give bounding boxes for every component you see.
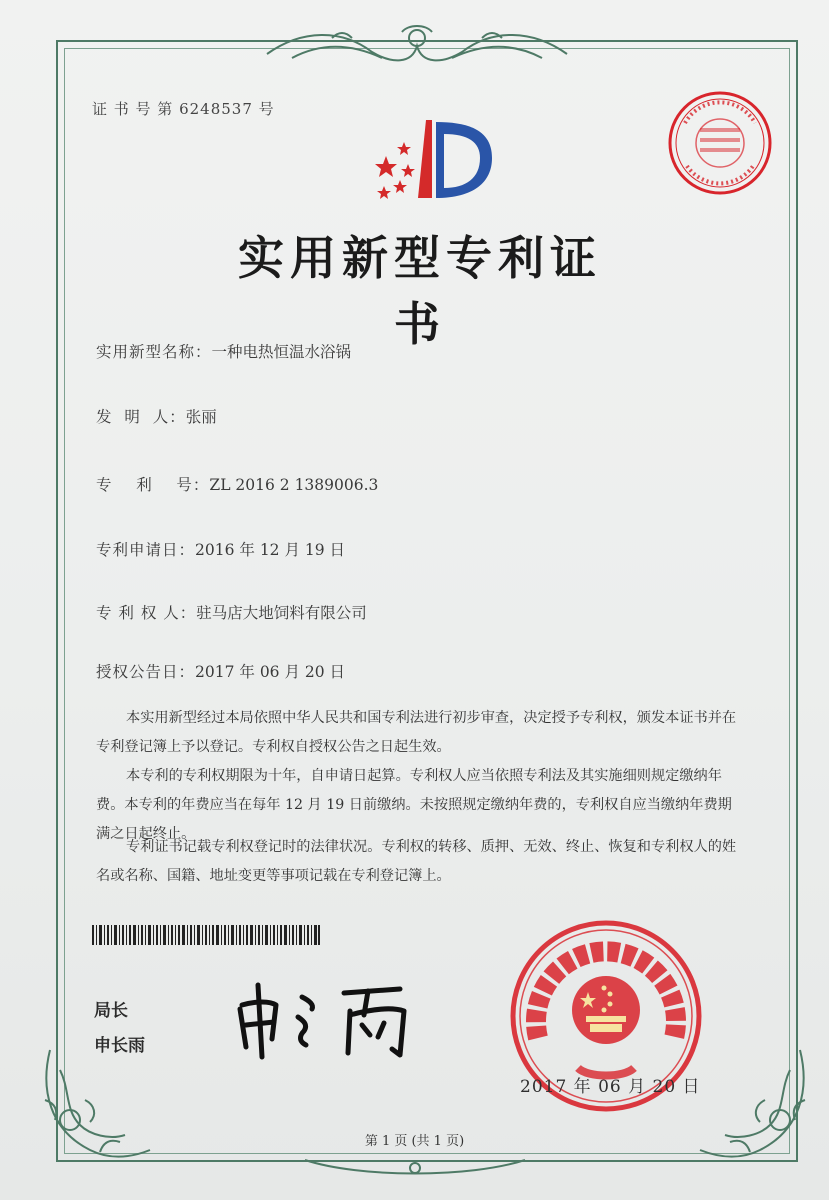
page-number: 第 1 页 (共 1 页) <box>364 1134 465 1149</box>
application-date-value: 2016 年 12 月 19 日 <box>195 541 346 559</box>
bottom-center-ornament-icon <box>300 1150 530 1178</box>
grant-date-row <box>96 660 345 682</box>
utility-model-name-row <box>96 340 351 362</box>
patent-office-logo-icon <box>364 112 496 204</box>
top-ornament-icon <box>262 24 572 70</box>
seal-date: 2017 年 06 月 20 日 <box>520 1077 701 1097</box>
director-title: 局长 <box>94 1001 128 1021</box>
grant-date-value: 2017 年 06 月 20 日 <box>195 663 346 681</box>
inventor-label: 发 明 人： <box>96 408 186 426</box>
patentee-label: 专 利 权 人： <box>96 604 197 622</box>
bottom-left-ornament-icon <box>30 1040 160 1170</box>
patent-number-row <box>96 473 378 495</box>
certificate-number: 证 书 号 第 6248537 号 <box>92 100 275 118</box>
application-date-label: 专利申请日： <box>96 541 196 559</box>
patentee-value: 驻马店大地饲料有限公司 <box>196 604 367 622</box>
inventor-value: 张丽 <box>185 408 217 426</box>
paragraph-grant: 本实用新型经过本局依照中华人民共和国专利法进行初步审查，决定授予专利权，颁发本证书并在专利登记簿上予以登记。专利权自授权公告之日起生效。 <box>96 710 737 755</box>
paragraph-term: 本专利的专利权期限为十年，自申请日起算。专利权人应当依照专利法及其实施细则规定缴纳年费。本专利的年费应当在每年 12 月 19 日前缴纳。未按照规定缴纳年费的，专利权自应当缴纳年费期满之日起终止。 <box>96 768 732 842</box>
patent-number-value: ZL 2016 2 1389006.3 <box>209 476 379 494</box>
director-signature-icon <box>232 975 437 1060</box>
utility-model-name-label: 实用新型名称： <box>96 343 212 361</box>
director-name: 申长雨 <box>94 1036 145 1056</box>
utility-model-name-value: 一种电热恒温水浴锅 <box>211 343 352 361</box>
bottom-right-ornament-icon <box>690 1040 820 1170</box>
patent-number-label: 专 利 号： <box>96 476 210 494</box>
inventor-row <box>96 405 217 427</box>
paragraph-legal-status: 专利证书记载专利权登记时的法律状况。专利权的转移、质押、无效、终止、恢复和专利权人的姓名或名称、国籍、地址变更等事项记载在专利登记簿上。 <box>96 839 737 884</box>
barcode-icon <box>92 925 320 945</box>
patentee-row <box>96 601 367 623</box>
top-right-seal-icon <box>665 88 775 198</box>
certificate-title: 实用新型专利证书 <box>238 231 602 351</box>
application-date-row <box>96 538 345 560</box>
grant-date-label: 授权公告日： <box>96 663 196 681</box>
